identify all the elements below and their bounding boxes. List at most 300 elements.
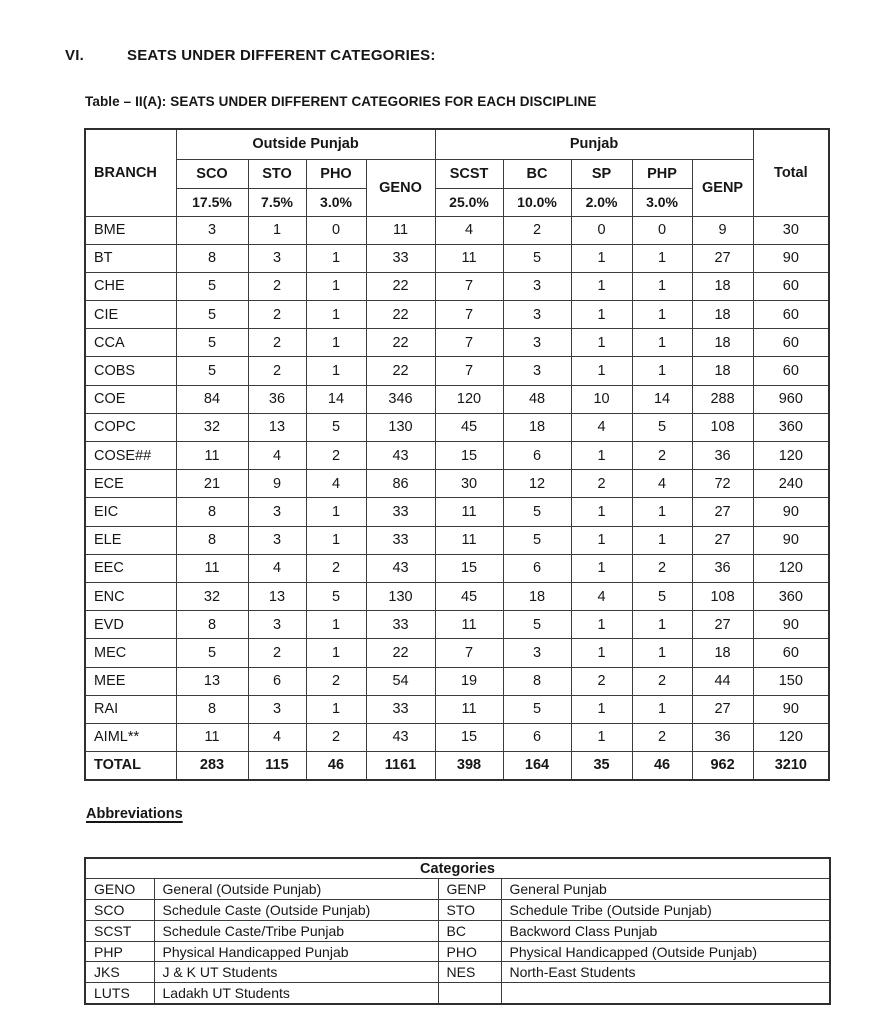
abbreviation-description: General Punjab: [501, 879, 830, 900]
seat-count-cell: 1: [306, 498, 366, 526]
seat-count-cell: 33: [366, 244, 435, 272]
abbreviation-row: [85, 900, 830, 921]
seat-count-cell: 1: [632, 498, 692, 526]
percent-scst: 25.0%: [435, 188, 503, 216]
seat-count-cell: 1: [632, 639, 692, 667]
seats-table-header: [85, 129, 829, 216]
seat-count-cell: 11: [435, 244, 503, 272]
col-header-sco: SCO: [176, 159, 248, 188]
seat-count-cell: 5: [176, 329, 248, 357]
seats-total-row: [85, 752, 829, 780]
seats-table-row: [85, 329, 829, 357]
branch-cell: CCA: [85, 329, 176, 357]
seat-count-cell: 11: [435, 695, 503, 723]
percent-pho: 3.0%: [306, 188, 366, 216]
seat-count-cell: 5: [176, 357, 248, 385]
seat-count-cell: 8: [176, 695, 248, 723]
abbreviation-description: North-East Students: [501, 962, 830, 983]
seat-count-cell: 11: [176, 442, 248, 470]
seat-count-cell: 4: [248, 442, 306, 470]
seat-count-cell: 11: [435, 611, 503, 639]
seat-count-cell: 45: [435, 413, 503, 441]
seat-count-cell: 43: [366, 723, 435, 751]
seat-count-cell: 960: [753, 385, 829, 413]
seat-count-cell: 36: [692, 554, 753, 582]
seat-count-cell: 18: [503, 582, 571, 610]
section-title: SEATS UNDER DIFFERENT CATEGORIES:: [127, 47, 436, 64]
seat-count-cell: 240: [753, 470, 829, 498]
seat-count-cell: 360: [753, 582, 829, 610]
seat-count-cell: 27: [692, 526, 753, 554]
seat-count-cell: 398: [435, 752, 503, 780]
seat-count-cell: 3: [248, 611, 306, 639]
seat-count-cell: 962: [692, 752, 753, 780]
seat-count-cell: 35: [571, 752, 632, 780]
seat-count-cell: 19: [435, 667, 503, 695]
seat-count-cell: 1161: [366, 752, 435, 780]
seat-count-cell: 0: [632, 216, 692, 244]
seat-count-cell: 2: [571, 470, 632, 498]
branch-cell: CIE: [85, 301, 176, 329]
seats-table-row: [85, 442, 829, 470]
seat-count-cell: 18: [692, 301, 753, 329]
seat-count-cell: 120: [753, 723, 829, 751]
seat-count-cell: 5: [176, 639, 248, 667]
seat-count-cell: 5: [176, 301, 248, 329]
seat-count-cell: 2: [503, 216, 571, 244]
seat-count-cell: 33: [366, 611, 435, 639]
seat-count-cell: 4: [632, 470, 692, 498]
seat-count-cell: 120: [753, 554, 829, 582]
branch-cell: AIML**: [85, 723, 176, 751]
seat-count-cell: 30: [435, 470, 503, 498]
abbreviations-table-header-row: [85, 858, 830, 879]
section-number: VI.: [65, 47, 84, 64]
seat-count-cell: 120: [753, 442, 829, 470]
seat-count-cell: 46: [306, 752, 366, 780]
percent-sp: 2.0%: [571, 188, 632, 216]
seat-count-cell: 7: [435, 301, 503, 329]
seat-count-cell: 4: [306, 470, 366, 498]
seat-count-cell: 36: [692, 723, 753, 751]
seat-count-cell: 108: [692, 582, 753, 610]
seat-count-cell: 2: [632, 667, 692, 695]
seat-count-cell: 30: [753, 216, 829, 244]
seat-count-cell: 1: [632, 244, 692, 272]
seat-count-cell: 44: [692, 667, 753, 695]
seat-count-cell: 18: [503, 413, 571, 441]
seat-count-cell: 43: [366, 554, 435, 582]
seat-count-cell: 1: [571, 639, 632, 667]
seat-count-cell: 54: [366, 667, 435, 695]
seat-count-cell: 60: [753, 357, 829, 385]
seat-count-cell: 32: [176, 413, 248, 441]
seat-count-cell: 115: [248, 752, 306, 780]
abbrev-table-body: [85, 879, 830, 1004]
seat-count-cell: 10: [571, 385, 632, 413]
seat-count-cell: 45: [435, 582, 503, 610]
seat-count-cell: 32: [176, 582, 248, 610]
seat-count-cell: 9: [248, 470, 306, 498]
group-header-outside-punjab: Outside Punjab: [176, 129, 435, 159]
seat-count-cell: 1: [632, 526, 692, 554]
seat-count-cell: 11: [435, 498, 503, 526]
abbreviation-code: NES: [438, 962, 501, 983]
seat-count-cell: 60: [753, 329, 829, 357]
seat-count-cell: 1: [571, 554, 632, 582]
branch-cell: BME: [85, 216, 176, 244]
seats-table-row: [85, 216, 829, 244]
seat-count-cell: 1: [571, 695, 632, 723]
percent-php: 3.0%: [632, 188, 692, 216]
seat-count-cell: 18: [692, 357, 753, 385]
abbreviations-table: [84, 857, 831, 1005]
seat-count-cell: 3: [503, 357, 571, 385]
seat-count-cell: 33: [366, 695, 435, 723]
abbreviation-code: SCO: [85, 900, 154, 921]
abbreviation-row: [85, 920, 830, 941]
branch-cell: RAI: [85, 695, 176, 723]
seat-count-cell: 1: [306, 526, 366, 554]
seat-count-cell: 1: [306, 695, 366, 723]
seat-count-cell: 60: [753, 639, 829, 667]
abbreviations-table-header: Categories: [85, 858, 830, 879]
seats-table-row: [85, 554, 829, 582]
seat-count-cell: 90: [753, 526, 829, 554]
seat-count-cell: 22: [366, 357, 435, 385]
seat-count-cell: 1: [571, 611, 632, 639]
seat-count-cell: 2: [248, 639, 306, 667]
seat-count-cell: 3: [248, 526, 306, 554]
seat-count-cell: 1: [306, 244, 366, 272]
branch-cell: EVD: [85, 611, 176, 639]
col-header-geno: GENO: [366, 159, 435, 216]
seat-count-cell: 8: [176, 498, 248, 526]
seat-count-cell: 2: [632, 442, 692, 470]
seats-table-row: [85, 498, 829, 526]
seat-count-cell: 2: [306, 667, 366, 695]
abbreviation-description: Schedule Caste/Tribe Punjab: [154, 920, 438, 941]
seat-count-cell: 1: [306, 329, 366, 357]
seat-count-cell: 1: [632, 695, 692, 723]
seat-count-cell: 5: [503, 498, 571, 526]
branch-cell: TOTAL: [85, 752, 176, 780]
seat-count-cell: 8: [176, 244, 248, 272]
seat-count-cell: 130: [366, 413, 435, 441]
abbreviation-code: LUTS: [85, 983, 154, 1004]
seat-count-cell: 5: [306, 582, 366, 610]
seat-count-cell: 1: [571, 723, 632, 751]
branch-cell: EIC: [85, 498, 176, 526]
seat-count-cell: 1: [632, 272, 692, 300]
seat-count-cell: 0: [571, 216, 632, 244]
seat-count-cell: 90: [753, 244, 829, 272]
seat-count-cell: 2: [306, 554, 366, 582]
seat-count-cell: 4: [571, 582, 632, 610]
seat-count-cell: 60: [753, 272, 829, 300]
branch-cell: COPC: [85, 413, 176, 441]
abbreviation-description: [501, 983, 830, 1004]
seat-count-cell: 11: [366, 216, 435, 244]
seat-count-cell: 36: [248, 385, 306, 413]
seat-count-cell: 9: [692, 216, 753, 244]
seats-table-row: [85, 301, 829, 329]
seat-count-cell: 120: [435, 385, 503, 413]
col-header-bc: BC: [503, 159, 571, 188]
seat-count-cell: 18: [692, 329, 753, 357]
seat-count-cell: 130: [366, 582, 435, 610]
seat-count-cell: 6: [503, 554, 571, 582]
seat-count-cell: 11: [176, 554, 248, 582]
seat-count-cell: 12: [503, 470, 571, 498]
seat-count-cell: 5: [503, 244, 571, 272]
seat-count-cell: 27: [692, 244, 753, 272]
seat-count-cell: 6: [503, 723, 571, 751]
seat-count-cell: 288: [692, 385, 753, 413]
seat-count-cell: 5: [503, 695, 571, 723]
abbreviation-code: JKS: [85, 962, 154, 983]
col-header-sp: SP: [571, 159, 632, 188]
seat-count-cell: 3: [248, 695, 306, 723]
branch-cell: ENC: [85, 582, 176, 610]
seat-count-cell: 3: [176, 216, 248, 244]
seat-count-cell: 3: [503, 301, 571, 329]
seat-count-cell: 1: [571, 498, 632, 526]
seat-count-cell: 14: [306, 385, 366, 413]
seat-count-cell: 15: [435, 723, 503, 751]
seat-count-cell: 360: [753, 413, 829, 441]
seat-count-cell: 1: [306, 301, 366, 329]
seat-count-cell: 2: [248, 357, 306, 385]
seat-count-cell: 283: [176, 752, 248, 780]
seat-count-cell: 1: [248, 216, 306, 244]
seat-count-cell: 4: [248, 554, 306, 582]
percent-sto: 7.5%: [248, 188, 306, 216]
abbreviations-heading: Abbreviations: [86, 806, 183, 822]
seat-count-cell: 18: [692, 639, 753, 667]
seat-count-cell: 1: [571, 329, 632, 357]
abbreviation-row: [85, 962, 830, 983]
seat-count-cell: 15: [435, 554, 503, 582]
seat-count-cell: 6: [503, 442, 571, 470]
abbreviation-code: STO: [438, 900, 501, 921]
seat-count-cell: 5: [176, 272, 248, 300]
col-header-sto: STO: [248, 159, 306, 188]
seats-table-row: [85, 695, 829, 723]
seat-count-cell: 90: [753, 695, 829, 723]
seat-count-cell: 2: [306, 442, 366, 470]
seat-count-cell: 1: [571, 442, 632, 470]
seats-table-row: [85, 639, 829, 667]
seat-count-cell: 14: [632, 385, 692, 413]
seat-count-cell: 33: [366, 526, 435, 554]
seat-count-cell: 22: [366, 639, 435, 667]
branch-cell: MEC: [85, 639, 176, 667]
seats-table-row: [85, 526, 829, 554]
abbreviation-code: BC: [438, 920, 501, 941]
seats-table-row: [85, 272, 829, 300]
seat-count-cell: 0: [306, 216, 366, 244]
seat-count-cell: 1: [632, 329, 692, 357]
seat-count-cell: 84: [176, 385, 248, 413]
seat-count-cell: 27: [692, 498, 753, 526]
abbreviation-code: GENO: [85, 879, 154, 900]
seats-table-row: [85, 611, 829, 639]
table-caption: Table – II(A): SEATS UNDER DIFFERENT CATEGORIES FOR EACH DISCIPLINE: [85, 94, 597, 109]
seat-count-cell: 4: [248, 723, 306, 751]
branch-cell: ECE: [85, 470, 176, 498]
seats-table-row: [85, 385, 829, 413]
seat-count-cell: 3: [248, 244, 306, 272]
seat-count-cell: 346: [366, 385, 435, 413]
seat-count-cell: 6: [248, 667, 306, 695]
seat-count-cell: 2: [632, 554, 692, 582]
seat-count-cell: 22: [366, 301, 435, 329]
abbreviation-description: J & K UT Students: [154, 962, 438, 983]
seat-count-cell: 27: [692, 695, 753, 723]
seat-count-cell: 36: [692, 442, 753, 470]
seat-count-cell: 90: [753, 611, 829, 639]
seat-count-cell: 1: [306, 357, 366, 385]
seat-count-cell: 4: [571, 413, 632, 441]
branch-cell: CHE: [85, 272, 176, 300]
seat-count-cell: 86: [366, 470, 435, 498]
seat-count-cell: 72: [692, 470, 753, 498]
seat-count-cell: 43: [366, 442, 435, 470]
seat-count-cell: 21: [176, 470, 248, 498]
seat-count-cell: 11: [176, 723, 248, 751]
abbreviation-code: SCST: [85, 920, 154, 941]
seat-count-cell: 1: [306, 272, 366, 300]
seat-count-cell: 22: [366, 272, 435, 300]
seat-count-cell: 46: [632, 752, 692, 780]
seat-count-cell: 11: [435, 526, 503, 554]
seat-count-cell: 1: [306, 611, 366, 639]
abbreviation-code: [438, 983, 501, 1004]
seat-count-cell: 90: [753, 498, 829, 526]
abbreviation-description: Physical Handicapped Punjab: [154, 941, 438, 962]
abbreviation-code: PHP: [85, 941, 154, 962]
seat-count-cell: 5: [632, 582, 692, 610]
section-heading: [65, 47, 436, 64]
seat-count-cell: 2: [306, 723, 366, 751]
seat-count-cell: 1: [571, 244, 632, 272]
seat-count-cell: 3: [503, 639, 571, 667]
seat-count-cell: 27: [692, 611, 753, 639]
abbreviation-description: Backword Class Punjab: [501, 920, 830, 941]
seats-table-row: [85, 582, 829, 610]
seats-table-body: [85, 216, 829, 780]
seat-count-cell: 2: [248, 329, 306, 357]
group-header-punjab: Punjab: [435, 129, 753, 159]
seat-count-cell: 5: [503, 611, 571, 639]
seats-table-row: [85, 667, 829, 695]
branch-cell: COSE##: [85, 442, 176, 470]
seat-count-cell: 3: [503, 329, 571, 357]
seat-count-cell: 5: [632, 413, 692, 441]
seat-count-cell: 1: [571, 357, 632, 385]
seat-count-cell: 8: [176, 611, 248, 639]
seat-count-cell: 2: [571, 667, 632, 695]
abbreviation-description: General (Outside Punjab): [154, 879, 438, 900]
branch-cell: COE: [85, 385, 176, 413]
seat-count-cell: 60: [753, 301, 829, 329]
percent-bc: 10.0%: [503, 188, 571, 216]
seat-count-cell: 1: [632, 611, 692, 639]
branch-header: BRANCH: [85, 129, 176, 216]
seat-count-cell: 13: [248, 413, 306, 441]
col-header-pho: PHO: [306, 159, 366, 188]
seat-count-cell: 3: [248, 498, 306, 526]
abbreviation-description: Schedule Caste (Outside Punjab): [154, 900, 438, 921]
seat-count-cell: 13: [176, 667, 248, 695]
col-header-php: PHP: [632, 159, 692, 188]
abbreviation-row: [85, 983, 830, 1004]
seat-count-cell: 164: [503, 752, 571, 780]
seat-count-cell: 1: [632, 357, 692, 385]
seats-table: [84, 128, 830, 781]
seats-table-row: [85, 470, 829, 498]
seat-count-cell: 3: [503, 272, 571, 300]
seat-count-cell: 1: [306, 639, 366, 667]
seat-count-cell: 1: [571, 272, 632, 300]
branch-cell: MEE: [85, 667, 176, 695]
seat-count-cell: 1: [571, 301, 632, 329]
seat-count-cell: 22: [366, 329, 435, 357]
abbreviation-description: Physical Handicapped (Outside Punjab): [501, 941, 830, 962]
seats-table-row: [85, 413, 829, 441]
total-header: Total: [753, 129, 829, 216]
col-header-genp: GENP: [692, 159, 753, 216]
seats-table-row: [85, 723, 829, 751]
seat-count-cell: 5: [503, 526, 571, 554]
seat-count-cell: 2: [248, 272, 306, 300]
seat-count-cell: 1: [571, 526, 632, 554]
percent-sco: 17.5%: [176, 188, 248, 216]
seat-count-cell: 1: [632, 301, 692, 329]
abbreviation-row: [85, 879, 830, 900]
seat-count-cell: 4: [435, 216, 503, 244]
seat-count-cell: 3210: [753, 752, 829, 780]
seat-count-cell: 2: [248, 301, 306, 329]
branch-cell: COBS: [85, 357, 176, 385]
seat-count-cell: 7: [435, 329, 503, 357]
seats-table-row: [85, 357, 829, 385]
branch-cell: ELE: [85, 526, 176, 554]
seats-table-row: [85, 244, 829, 272]
seat-count-cell: 5: [306, 413, 366, 441]
abbreviation-code: PHO: [438, 941, 501, 962]
seat-count-cell: 48: [503, 385, 571, 413]
seat-count-cell: 18: [692, 272, 753, 300]
abbreviation-description: Ladakh UT Students: [154, 983, 438, 1004]
seat-count-cell: 108: [692, 413, 753, 441]
seat-count-cell: 8: [176, 526, 248, 554]
col-header-scst: SCST: [435, 159, 503, 188]
seat-count-cell: 15: [435, 442, 503, 470]
seat-count-cell: 2: [632, 723, 692, 751]
branch-cell: BT: [85, 244, 176, 272]
seat-count-cell: 7: [435, 639, 503, 667]
abbreviation-code: GENP: [438, 879, 501, 900]
abbreviation-row: [85, 941, 830, 962]
seat-count-cell: 7: [435, 272, 503, 300]
seat-count-cell: 13: [248, 582, 306, 610]
seat-count-cell: 150: [753, 667, 829, 695]
branch-cell: EEC: [85, 554, 176, 582]
seat-count-cell: 7: [435, 357, 503, 385]
abbreviation-description: Schedule Tribe (Outside Punjab): [501, 900, 830, 921]
